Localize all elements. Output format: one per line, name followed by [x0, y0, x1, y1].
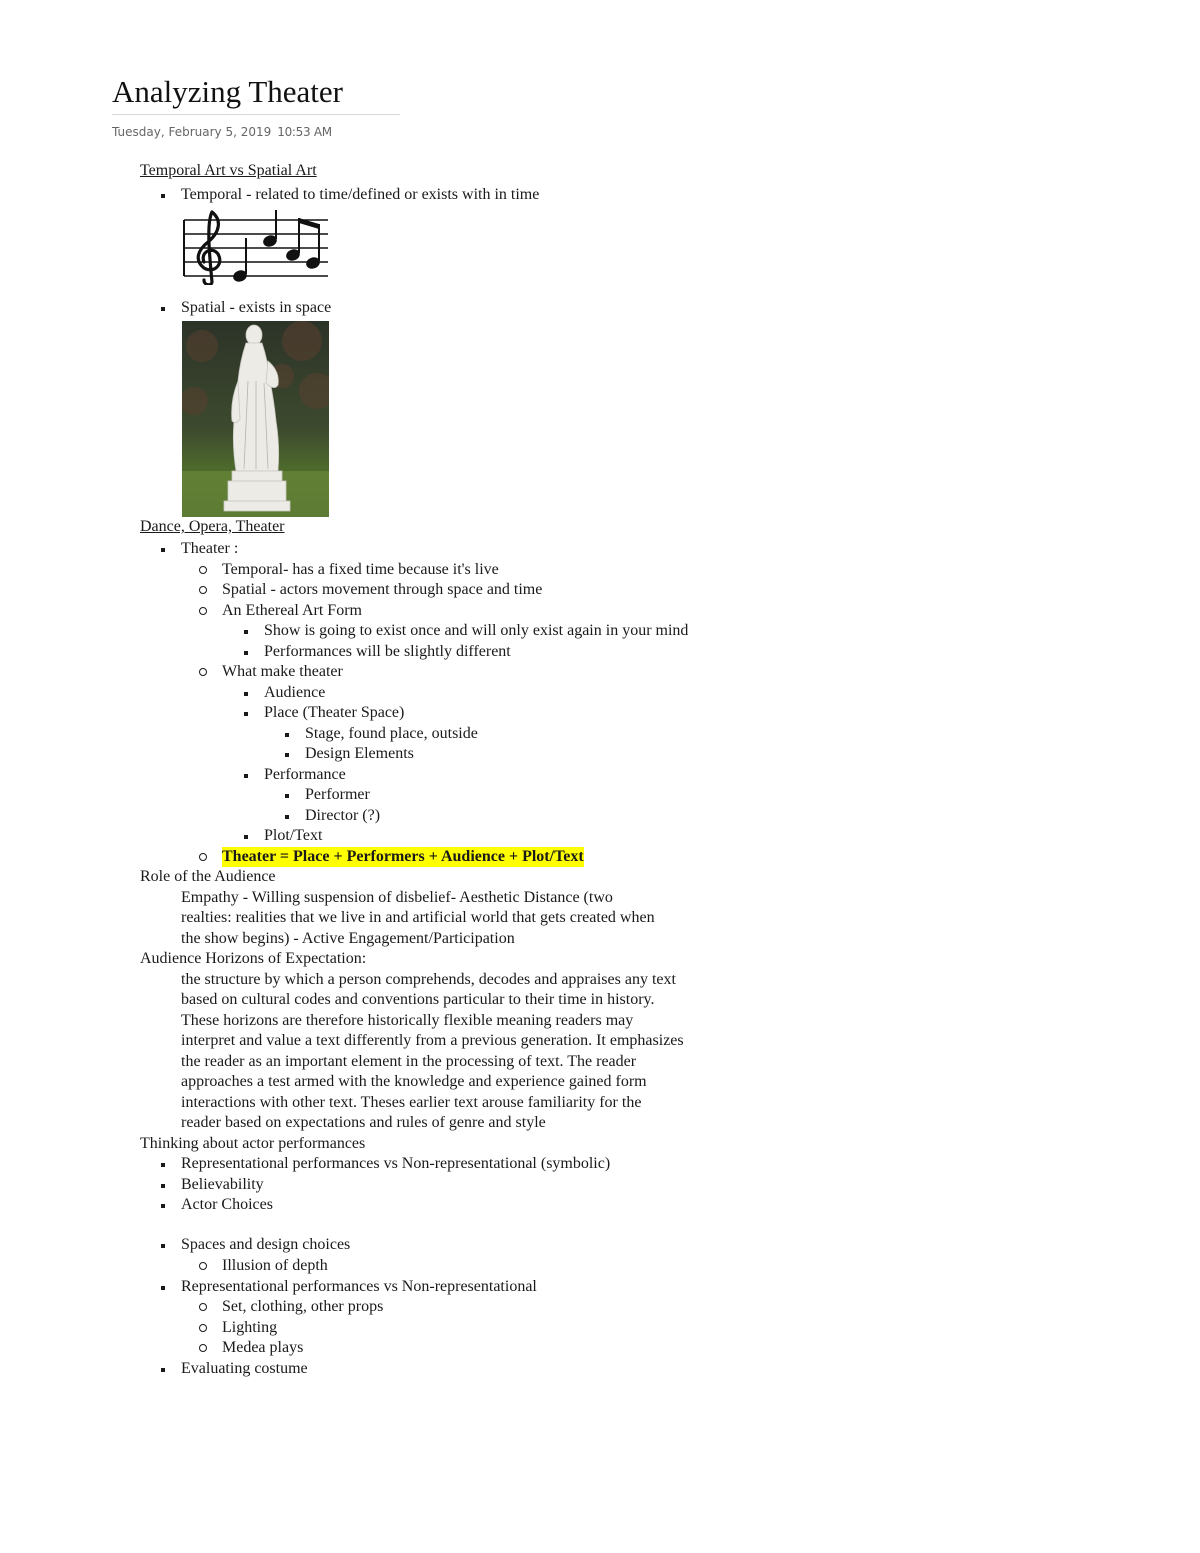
- bullet-circle-icon: [199, 1303, 207, 1311]
- bullet-circle-icon: [199, 607, 207, 615]
- bullet-square-icon: [161, 1286, 165, 1290]
- bullet-square-icon: [161, 1163, 165, 1167]
- list-item: Place (Theater Space): [264, 704, 405, 721]
- list-item: Medea plays: [222, 1339, 304, 1356]
- list-item: Spatial - actors movement through space and time: [222, 581, 543, 598]
- list-item: Lighting: [222, 1319, 278, 1336]
- bullet-circle-icon: [199, 566, 207, 574]
- list-item: Representational performances vs Non-representational (symbolic): [181, 1155, 611, 1172]
- note-time: 10:53 AM: [277, 125, 332, 139]
- bullet-square-icon: [285, 753, 289, 757]
- list-item: Illusion of depth: [222, 1257, 328, 1274]
- bullet-square-icon: [244, 712, 248, 716]
- bullet-square-icon: [285, 815, 289, 819]
- bullet-square-icon: [161, 1368, 165, 1372]
- list-item: Show is going to exist once and will only exist again in your mind: [264, 622, 689, 639]
- section-heading: Temporal Art vs Spatial Art: [140, 162, 317, 179]
- bullet-square-icon: [161, 548, 165, 552]
- bullet-square-icon: [161, 1184, 165, 1188]
- statue-image: [182, 321, 329, 517]
- page-title: Analyzing Theater: [112, 74, 343, 109]
- list-item: An Ethereal Art Form: [222, 602, 362, 619]
- bullet-circle-icon: [199, 1262, 207, 1270]
- paragraph-line: the structure by which a person comprehends, decodes and appraises any text: [181, 971, 676, 988]
- paragraph-line: interpret and value a text differently from a previous generation. It emphasizes: [181, 1032, 684, 1049]
- bullet-square-icon: [161, 194, 165, 198]
- note-timestamp: [112, 124, 332, 140]
- note-date: Tuesday, February 5, 2019: [112, 125, 272, 139]
- bullet-square-icon: [244, 835, 248, 839]
- paragraph-line: Empathy - Willing suspension of disbelief- Aesthetic Distance (two: [181, 889, 613, 906]
- list-item: Representational performances vs Non-representational: [181, 1278, 537, 1295]
- bullet-square-icon: [244, 692, 248, 696]
- list-item: Actor Choices: [181, 1196, 273, 1213]
- bullet-square-icon: [244, 630, 248, 634]
- paragraph-line: reader based on expectations and rules of genre and style: [181, 1114, 546, 1131]
- paragraph-line: Thinking about actor performances: [140, 1135, 366, 1152]
- list-item: Temporal - related to time/defined or exists with in time: [181, 186, 540, 203]
- bullet-circle-icon: [199, 1324, 207, 1332]
- list-item: Audience: [264, 684, 326, 701]
- bullet-square-icon: [244, 774, 248, 778]
- bullet-circle-icon: [199, 586, 207, 594]
- bullet-square-icon: [244, 651, 248, 655]
- list-item: Evaluating costume: [181, 1360, 308, 1377]
- list-item: Temporal- has a fixed time because it's live: [222, 561, 499, 578]
- bullet-square-icon: [161, 307, 165, 311]
- list-item: Set, clothing, other props: [222, 1298, 384, 1315]
- paragraph-line: Audience Horizons of Expectation:: [140, 950, 367, 967]
- list-item: Performance: [264, 766, 346, 783]
- bullet-circle-icon: [199, 668, 207, 676]
- list-item: Theater = Place + Performers + Audience + Plot/Text: [222, 848, 584, 865]
- list-item: What make theater: [222, 663, 343, 680]
- list-item: Performer: [305, 786, 370, 803]
- paragraph-line: the show begins) - Active Engagement/Participation: [181, 930, 515, 947]
- paragraph-line: Role of the Audience: [140, 868, 276, 885]
- list-item: Spaces and design choices: [181, 1236, 351, 1253]
- list-item: Performances will be slightly different: [264, 643, 511, 660]
- list-item: Spatial - exists in space: [181, 299, 332, 316]
- list-item: Director (?): [305, 807, 381, 824]
- paragraph-line: These horizons are therefore historically flexible meaning readers may: [181, 1012, 634, 1029]
- list-item: Plot/Text: [264, 827, 323, 844]
- paragraph-line: interactions with other text. Theses earlier text arouse familiarity for the: [181, 1094, 642, 1111]
- music-notes-image: [182, 210, 329, 285]
- paragraph-line: based on cultural codes and conventions particular to their time in history.: [181, 991, 655, 1008]
- list-item: Design Elements: [305, 745, 414, 762]
- list-item: Believability: [181, 1176, 264, 1193]
- bullet-square-icon: [161, 1204, 165, 1208]
- paragraph-line: realties: realities that we live in and artificial world that gets created when: [181, 909, 655, 926]
- bullet-circle-icon: [199, 1344, 207, 1352]
- title-divider: [112, 114, 400, 115]
- bullet-circle-icon: [199, 853, 207, 861]
- bullet-square-icon: [285, 733, 289, 737]
- paragraph-line: the reader as an important element in the processing of text. The reader: [181, 1053, 637, 1070]
- section-heading: Dance, Opera, Theater: [140, 518, 285, 535]
- list-item: Stage, found place, outside: [305, 725, 478, 742]
- list-item: Theater :: [181, 540, 239, 557]
- bullet-square-icon: [161, 1244, 165, 1248]
- bullet-square-icon: [285, 794, 289, 798]
- paragraph-line: approaches a test armed with the knowledge and experience gained form: [181, 1073, 647, 1090]
